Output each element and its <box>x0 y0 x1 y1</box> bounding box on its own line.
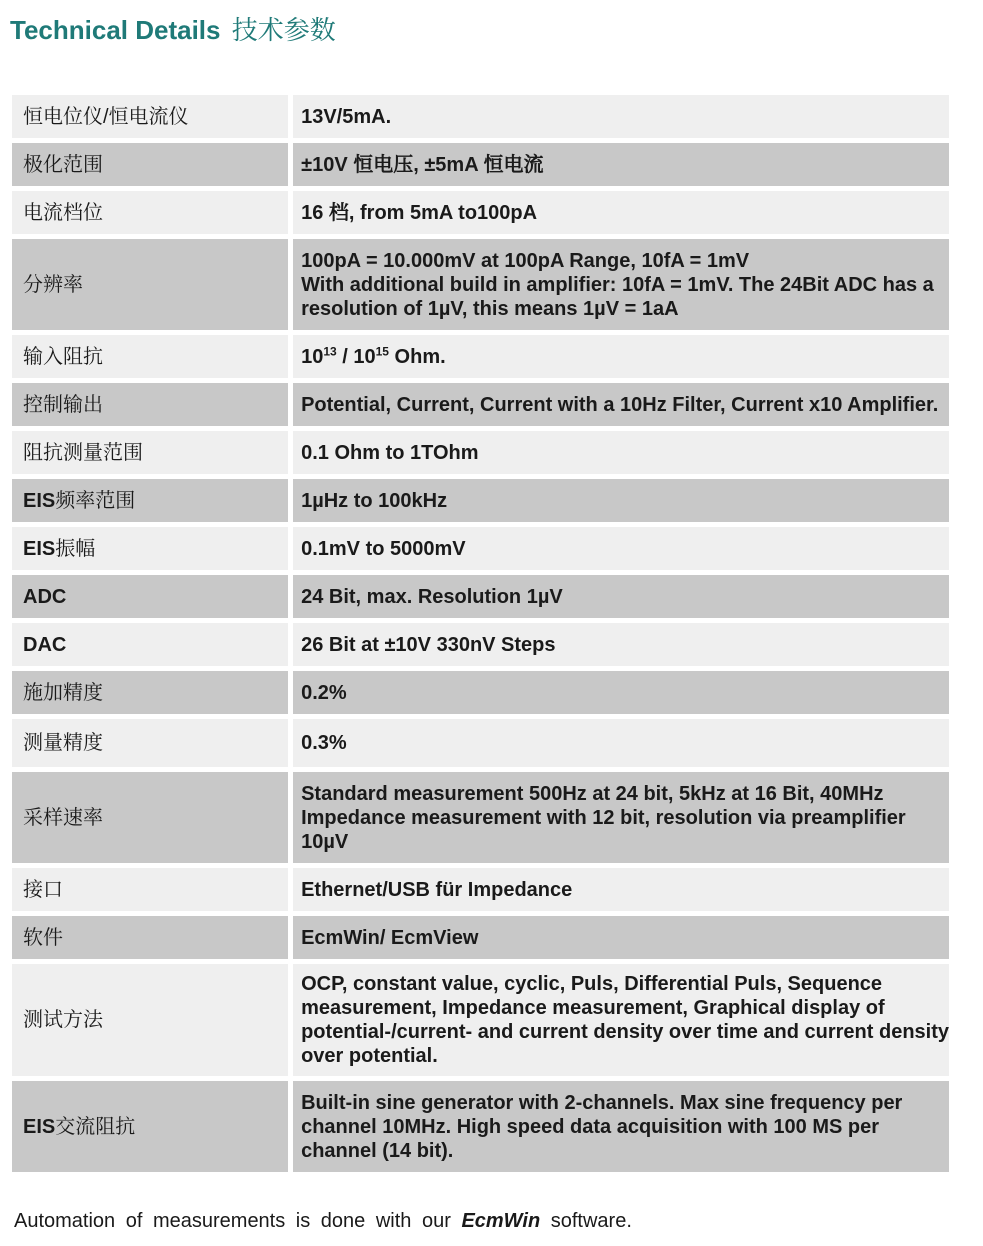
spec-label <box>12 479 293 522</box>
spec-value-line: 0.1 Ohm to 1TOhm <box>301 441 479 464</box>
spec-label <box>12 719 293 767</box>
spec-label-chinese: 频率范围 <box>55 489 136 512</box>
spec-row <box>12 916 949 959</box>
spec-value-line: 24 Bit, max. Resolution 1µV <box>301 585 563 608</box>
spec-label-chinese: 电流档位 <box>23 201 103 224</box>
spec-value-line: ±10V 恒电压, ±5mA 恒电流 <box>301 153 544 176</box>
spec-value-line: 26 Bit at ±10V 330nV Steps <box>301 633 556 656</box>
spec-label-chinese: 恒电位仪/恒电流仪 <box>23 105 189 128</box>
spec-value-line: channel (14 bit). <box>301 1139 454 1162</box>
spec-value <box>293 95 949 138</box>
spec-value <box>293 719 949 767</box>
spec-label-chinese: 振幅 <box>55 537 96 560</box>
spec-value-line: OCP, constant value, cyclic, Puls, Differential Puls, Sequence <box>301 973 883 995</box>
spec-row <box>12 431 949 474</box>
page-title <box>10 10 336 47</box>
spec-value-line: resolution of 1µV, this means 1µV = 1aA <box>301 297 679 320</box>
spec-label <box>12 772 293 863</box>
spec-label-chinese: 测试方法 <box>23 1009 103 1031</box>
spec-label-chinese: 输入阻抗 <box>23 345 103 368</box>
spec-value <box>293 479 949 522</box>
spec-value-line: 100pA = 10.000mV at 100pA Range, 10fA = 1mV <box>301 249 750 272</box>
spec-label <box>12 575 293 618</box>
spec-row <box>12 575 949 618</box>
spec-value <box>293 431 949 474</box>
spec-label <box>12 868 293 911</box>
spec-row <box>12 527 949 570</box>
spec-row <box>12 719 949 767</box>
footer-software-name: EcmWin <box>461 1210 541 1232</box>
spec-label-chinese: 极化范围 <box>23 153 103 176</box>
impedance-exponent-2: 15 <box>375 343 389 358</box>
spec-row <box>12 772 949 863</box>
impedance-base-1: 10 <box>301 345 324 368</box>
spec-row <box>12 868 949 911</box>
spec-value <box>293 1081 949 1172</box>
spec-value <box>293 964 949 1076</box>
spec-label-latin: DAC <box>23 633 67 656</box>
spec-label <box>12 623 293 666</box>
spec-value <box>293 143 949 186</box>
spec-row <box>12 623 949 666</box>
spec-label-latin: EIS <box>23 537 56 560</box>
spec-label-chinese: 软件 <box>23 926 63 949</box>
footer-text-before: Automation of measurements is done with our <box>14 1210 462 1232</box>
spec-label-chinese: 接口 <box>23 878 63 901</box>
spec-value-line: Standard measurement 500Hz at 24 bit, 5kHz at 16 Bit, 40MHz <box>301 782 884 805</box>
spec-value <box>293 383 949 426</box>
spec-value <box>293 868 949 911</box>
spec-row <box>12 191 949 234</box>
spec-value <box>293 191 949 234</box>
spec-value-line: 0.3% <box>301 732 347 754</box>
spec-label <box>12 239 293 330</box>
spec-label <box>12 916 293 959</box>
title-chinese: 技术参数 <box>231 15 336 45</box>
impedance-base-2: 10 <box>353 345 376 368</box>
spec-value-line: 13V/5mA. <box>301 105 392 128</box>
spec-label-latin: ADC <box>23 585 67 608</box>
spec-row <box>12 143 949 186</box>
spec-label-chinese: 控制输出 <box>23 393 103 416</box>
spec-row <box>12 335 949 378</box>
spec-value-line: Ethernet/USB für Impedance <box>301 878 573 901</box>
spec-value <box>293 527 949 570</box>
spec-value-line: With additional build in amplifier: 10fA = 1mV. The 24Bit ADC has a <box>301 273 934 296</box>
spec-row <box>12 1081 949 1172</box>
spec-value-line: 0.2% <box>301 681 347 704</box>
spec-row <box>12 964 949 1076</box>
spec-value <box>293 916 949 959</box>
spec-label-chinese: 采样速率 <box>23 806 103 829</box>
footer-text-after: software. <box>540 1210 632 1232</box>
impedance-exponent-1: 13 <box>323 343 337 358</box>
spec-label <box>12 383 293 426</box>
spec-label-chinese: 施加精度 <box>23 681 103 704</box>
spec-value-line: 0.1mV to 5000mV <box>301 537 466 560</box>
spec-label-chinese: 交流阻抗 <box>55 1115 136 1138</box>
spec-label-latin: EIS <box>23 1115 56 1138</box>
spec-row <box>12 95 949 138</box>
spec-value <box>293 623 949 666</box>
spec-value <box>293 575 949 618</box>
spec-value-line: channel 10MHz. High speed data acquisition with 100 MS per <box>301 1115 879 1138</box>
spec-value-line: Built-in sine generator with 2-channels. Max sine frequency per <box>301 1091 903 1114</box>
spec-value-line: 16 档, from 5mA to100pA <box>301 201 538 224</box>
spec-value-line: over potential. <box>301 1045 438 1067</box>
spec-value <box>293 239 949 330</box>
spec-value-line: EcmWin/ EcmView <box>301 926 479 949</box>
spec-label <box>12 335 293 378</box>
spec-label-latin: EIS <box>23 489 56 512</box>
spec-label <box>12 143 293 186</box>
spec-value-line: measurement, Impedance measurement, Graphical display of <box>301 997 885 1019</box>
spec-value-line: 1µHz to 100kHz <box>301 489 448 512</box>
spec-row <box>12 383 949 426</box>
spec-label <box>12 1081 293 1172</box>
spec-value-line: 10µV <box>301 830 349 853</box>
spec-label <box>12 527 293 570</box>
spec-table <box>12 90 949 1177</box>
spec-label <box>12 431 293 474</box>
spec-row <box>12 239 949 330</box>
spec-label <box>12 964 293 1076</box>
footer-note <box>14 1210 632 1233</box>
spec-table-body <box>12 95 949 1172</box>
impedance-value <box>301 345 949 369</box>
title-english: Technical Details <box>10 15 221 45</box>
spec-row <box>12 479 949 522</box>
spec-value-line: potential-/current- and current density over time and current density <box>301 1021 949 1043</box>
spec-value <box>293 335 949 378</box>
spec-row <box>12 671 949 714</box>
spec-value <box>293 671 949 714</box>
spec-value-line: Potential, Current, Current with a 10Hz Filter, Current x10 Amplifier. <box>301 393 939 416</box>
impedance-unit: Ohm. <box>388 345 446 368</box>
impedance-separator: / <box>336 345 354 368</box>
spec-label-chinese: 阻抗测量范围 <box>23 441 143 464</box>
spec-label <box>12 191 293 234</box>
spec-label <box>12 95 293 138</box>
spec-label-chinese: 分辨率 <box>23 273 83 296</box>
spec-label <box>12 671 293 714</box>
spec-value <box>293 772 949 863</box>
spec-label-chinese: 测量精度 <box>23 732 103 754</box>
spec-value-line: Impedance measurement with 12 bit, resolution via preamplifier <box>301 806 906 829</box>
